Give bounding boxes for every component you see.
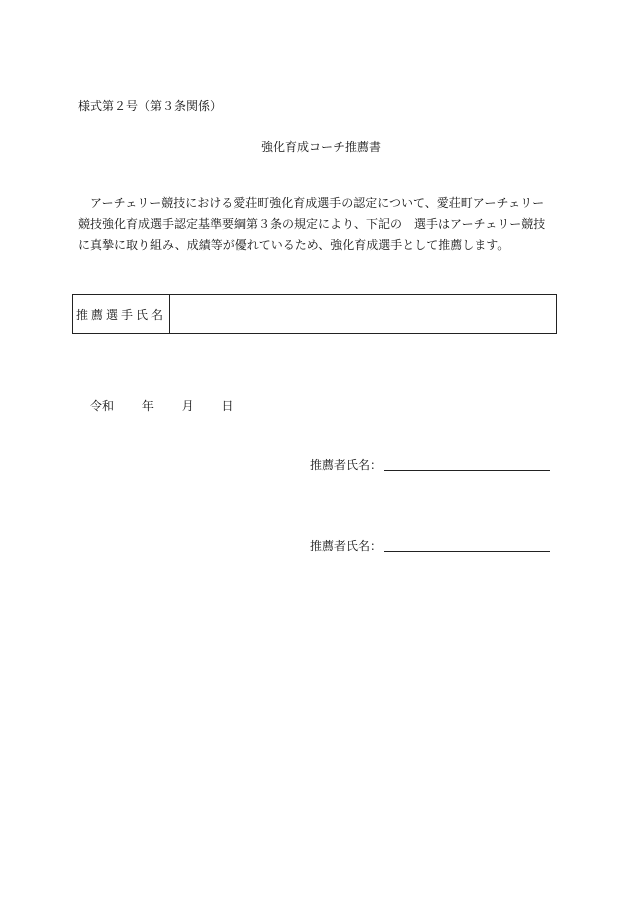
athlete-name-label: 推薦選手氏名 [73,295,170,333]
recommender-signature-row [310,537,550,554]
body-line: 競技強化育成選手認定基準要綱第３条の規定により、下記の 選手はアーチェリー競技 [78,217,546,231]
body-line: に真摯に取り組み、成績等が優れているため、強化育成選手として推薦します。 [78,238,510,252]
recommender-name-field[interactable] [384,537,550,552]
date-era: 令和 [90,399,115,413]
document-title: 強化育成コーチ推薦書 [260,140,381,154]
recommender-signature-row [310,456,550,473]
date-line [90,397,234,414]
recommended-athlete-table [72,294,557,334]
date-month: 月 [181,399,194,413]
form-number: 様式第２号（第３条関係） [78,99,223,113]
body-paragraph [78,193,556,256]
recommender-name-label: 推薦者氏名： [310,458,383,472]
date-year: 年 [141,399,154,413]
body-line: アーチェリー競技における愛荘町強化育成選手の認定について、愛荘町アーチェリー [90,196,545,210]
recommender-name-label: 推薦者氏名： [310,539,383,553]
athlete-name-field[interactable] [170,295,556,333]
recommender-name-field[interactable] [384,456,550,471]
date-day: 日 [221,399,234,413]
